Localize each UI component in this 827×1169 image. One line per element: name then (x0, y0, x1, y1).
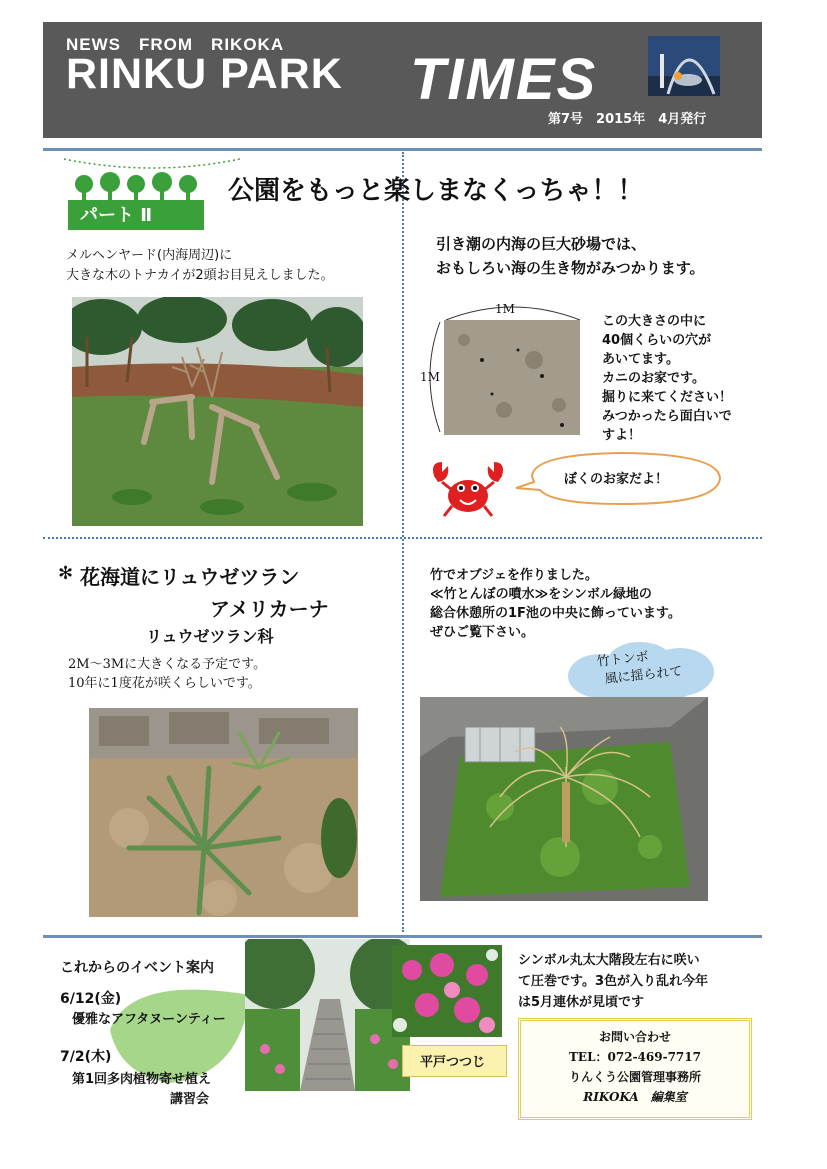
side-line: みつかったら面白いで (602, 409, 732, 424)
section-heading: 公園をもっと楽しまなくっちゃ！！ (228, 176, 644, 206)
crab-speech-text: ぼくのお家だよ！ (564, 472, 669, 487)
contact-editor: RIKOKA 編集室 (583, 1090, 687, 1104)
side-line: 40個くらいの穴が (602, 333, 712, 348)
sandbox-side-text (602, 312, 732, 445)
fountain-photo (648, 36, 720, 96)
sand-photo (444, 320, 580, 435)
bamboo-fountain-photo (420, 697, 708, 901)
dim-top-label: 1M (495, 302, 515, 316)
title-times: TIMES (410, 47, 598, 112)
reindeer-text (66, 246, 334, 286)
title-main: RINKU PARK (66, 50, 343, 98)
side-line: 掘りに来てください！ (602, 390, 733, 405)
contact-title: お問い合わせ (598, 1030, 671, 1044)
cloud-line: 竹トンボ (596, 649, 650, 670)
agave-photo (89, 708, 358, 917)
azalea-line: て圧巻です。3色が入り乱れ今年 (518, 974, 709, 989)
issue-info: 第7号 2015年 4月発行 (548, 112, 707, 127)
reindeer-photo (72, 297, 363, 526)
events-heading: これからのイベント案内 (60, 960, 214, 976)
side-line: すよ！ (602, 428, 642, 443)
crab-icon (428, 458, 508, 520)
event1-date: 6/12(金) (60, 991, 122, 1007)
bamboo-line: ぜひご覧下さい。 (430, 625, 535, 640)
sandbox-line: おもしろい海の生き物がみつかります。 (436, 259, 705, 277)
bottom-rule (43, 935, 762, 938)
reindeer-line: メルヘンヤード(内海周辺)に (66, 248, 233, 263)
agave-heading-2: アメリカーナ (210, 597, 329, 621)
contact-office: りんくう公園管理事務所 (568, 1070, 701, 1084)
sandbox-intro (436, 232, 705, 280)
event2-date: 7/2(木) (60, 1049, 112, 1065)
vertical-divider (402, 152, 404, 932)
part-badge-label: パート Ⅱ (80, 205, 153, 226)
event2-name-1: 第1回多肉植物寄せ植え (72, 1072, 212, 1087)
sandbox-line: 引き潮の内海の巨大砂場では、 (436, 235, 647, 253)
agave-family: リュウゼツラン科 (146, 627, 274, 646)
bamboo-line: 総合休憩所の1F池の中央に飾っています。 (430, 606, 681, 621)
stairs-photo (245, 939, 410, 1091)
azalea-line: シンボル丸太大階段左右に咲い (518, 953, 700, 968)
bamboo-line: 竹でオブジェを作りました。 (430, 568, 598, 583)
agave-line: 10年に1度花が咲くらしいです。 (68, 676, 261, 691)
azalea-caption: 平戸つつじ (420, 1055, 486, 1070)
reindeer-line: 大きな木のトナカイが2頭お目見えしました。 (66, 268, 334, 283)
event1-name: 優雅なアフタヌーンティー (72, 1012, 226, 1027)
side-line: カニのお家です。 (602, 371, 705, 386)
flower-icon: ✻ (58, 563, 74, 584)
dim-left-label: 1M (420, 370, 440, 384)
side-line: あいてます。 (602, 352, 679, 367)
bamboo-line: ≪竹とんぼの噴水≫をシンボル緑地の (430, 587, 652, 602)
top-rule (43, 148, 762, 151)
contact-tel: TEL：072-469-7717 (569, 1050, 701, 1064)
azalea-photo (392, 945, 502, 1037)
agave-heading-1: 花海道にリュウゼツラン (80, 565, 300, 589)
bamboo-text (430, 566, 681, 642)
azalea-text (518, 950, 708, 1013)
azalea-line: は5月連休が見頃です (518, 995, 645, 1010)
horizontal-divider (43, 537, 762, 539)
event2-name-2: 講習会 (170, 1092, 210, 1107)
agave-line: 2M～3Mに大きくなる予定です。 (68, 657, 267, 672)
cloud-line: 風に揺られて (603, 664, 684, 688)
tagline: NEWS FROM RIKOKA (66, 35, 285, 54)
side-line: この大きさの中に (602, 314, 707, 329)
agave-text (68, 655, 266, 693)
